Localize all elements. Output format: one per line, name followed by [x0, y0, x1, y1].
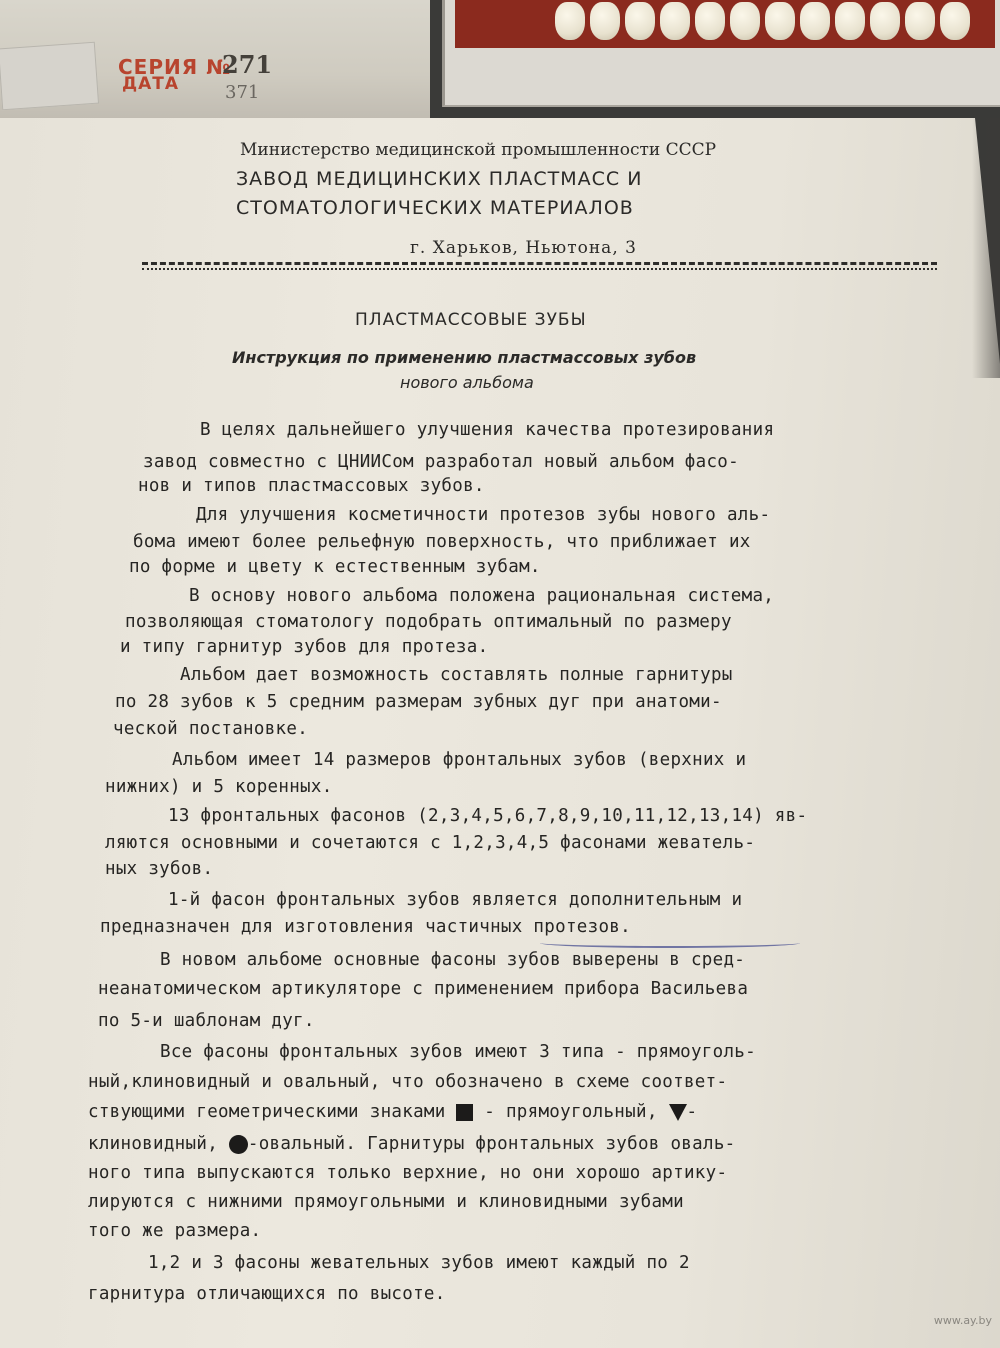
body-line: ного типа выпускаются только верхние, но они хорошо артику-	[88, 1163, 728, 1183]
body-line-with-symbols	[88, 1134, 736, 1154]
tooth-image	[695, 2, 725, 40]
header-divider	[142, 262, 937, 265]
date-number: 371	[225, 82, 260, 103]
body-text-segment: ствующими геометрическими знаками	[88, 1102, 446, 1122]
body-line: ческой постановке.	[113, 719, 309, 739]
tooth-image	[940, 2, 970, 40]
label-sticker	[0, 42, 99, 111]
body-line: ных зубов.	[105, 859, 214, 879]
teeth-tray	[455, 0, 995, 48]
body-line: В целях дальнейшего улучшения качества протезирования	[200, 420, 775, 440]
tooth-image	[905, 2, 935, 40]
document-title: ПЛАСТМАССОВЫЕ ЗУБЫ	[355, 310, 587, 330]
tooth-image	[590, 2, 620, 40]
body-text-segment: -овальный. Гарнитуры фронтальных зубов оваль-	[247, 1134, 736, 1154]
body-line: и типу гарнитур зубов для протеза.	[120, 637, 489, 657]
body-line: ляются основными и сочетаются с 1,2,3,4,5 фасонами жеватель-	[105, 833, 756, 853]
body-line: Альбом имеет 14 размеров фронтальных зубов (верхних и	[172, 750, 747, 770]
document-subtitle-line2: нового альбома	[400, 373, 534, 392]
body-line: гарнитура отличающихся по высоте.	[88, 1284, 446, 1304]
circle-symbol-icon	[229, 1135, 248, 1154]
body-text-segment: клиновидный,	[88, 1134, 219, 1154]
paper-fold-shadow	[972, 118, 1000, 378]
body-line: предназначен для изготовления частичных протезов.	[100, 917, 631, 937]
tooth-image	[730, 2, 760, 40]
tooth-image	[555, 2, 585, 40]
body-line: ный,клиновидный и овальный, что обозначено в схеме соответ-	[88, 1072, 728, 1092]
handwritten-underline	[540, 938, 800, 948]
body-line: Альбом дает возможность составлять полные гарнитуры	[180, 665, 733, 685]
header-divider-dotted	[142, 268, 937, 270]
tooth-image	[800, 2, 830, 40]
body-line: В основу нового альбома положена рациональная система,	[189, 586, 775, 606]
tooth-image	[835, 2, 865, 40]
body-line: по 28 зубов к 5 средним размерам зубных дуг при анатоми-	[115, 692, 722, 712]
body-line: 13 фронтальных фасонов (2,3,4,5,6,7,8,9,10,11,12,13,14) яв-	[168, 806, 808, 826]
body-text-segment: -	[686, 1102, 698, 1122]
tooth-image	[870, 2, 900, 40]
body-line: того же размера.	[88, 1221, 262, 1241]
body-line: завод совместно с ЦНИИСом разработал новый альбом фасо-	[143, 452, 739, 472]
ministry-line: Министерство медицинской промышленности СССР	[240, 140, 717, 160]
body-text-segment: - прямоугольный,	[484, 1102, 658, 1122]
tooth-image	[625, 2, 655, 40]
body-line: лируются с нижними прямоугольными и клиновидными зубами	[88, 1192, 684, 1212]
body-line: позволяющая стоматологу подобрать оптимальный по размеру	[125, 612, 732, 632]
document-subtitle-line1: Инструкция по применению пластмассовых зубов	[232, 348, 697, 367]
body-line: неанатомическом артикуляторе с применением прибора Васильева	[98, 979, 749, 999]
plant-address: г. Харьков, Ньютона, 3	[410, 238, 637, 258]
body-line: Для улучшения косметичности протезов зубы нового аль-	[196, 505, 771, 525]
tooth-image	[660, 2, 690, 40]
serial-number: 271	[222, 50, 273, 79]
stamp-serial-label: СЕРИЯ №	[118, 55, 232, 79]
body-line: по форме и цвету к естественным зубам.	[129, 557, 541, 577]
triangle-symbol-icon	[669, 1104, 687, 1121]
body-line: нижних) и 5 коренных.	[105, 777, 333, 797]
plant-name-line2: СТОМАТОЛОГИЧЕСКИХ МАТЕРИАЛОВ	[236, 197, 634, 219]
body-line: по 5-и шаблонам дуг.	[98, 1011, 315, 1031]
body-line: В новом альбоме основные фасоны зубов выверены в сред-	[160, 950, 746, 970]
teeth-box	[442, 0, 1000, 107]
body-line: 1,2 и 3 фасоны жевательных зубов имеют каждый по 2	[148, 1253, 690, 1273]
body-line: 1-й фасон фронтальных зубов является дополнительным и	[168, 890, 743, 910]
tooth-image	[765, 2, 795, 40]
rectangle-symbol-icon	[456, 1104, 473, 1121]
body-line-with-symbols	[88, 1102, 697, 1122]
stamp-date-label: ДАТА	[122, 74, 180, 94]
body-line: бома имеют более рельефную поверхность, что приближает их	[133, 532, 751, 552]
plant-name-line1: ЗАВОД МЕДИЦИНСКИХ ПЛАСТМАСС И	[236, 168, 643, 190]
body-line: Все фасоны фронтальных зубов имеют 3 типа - прямоуголь-	[160, 1042, 756, 1062]
watermark: www.ay.by	[933, 1314, 992, 1327]
body-line: нов и типов пластмассовых зубов.	[138, 476, 485, 496]
